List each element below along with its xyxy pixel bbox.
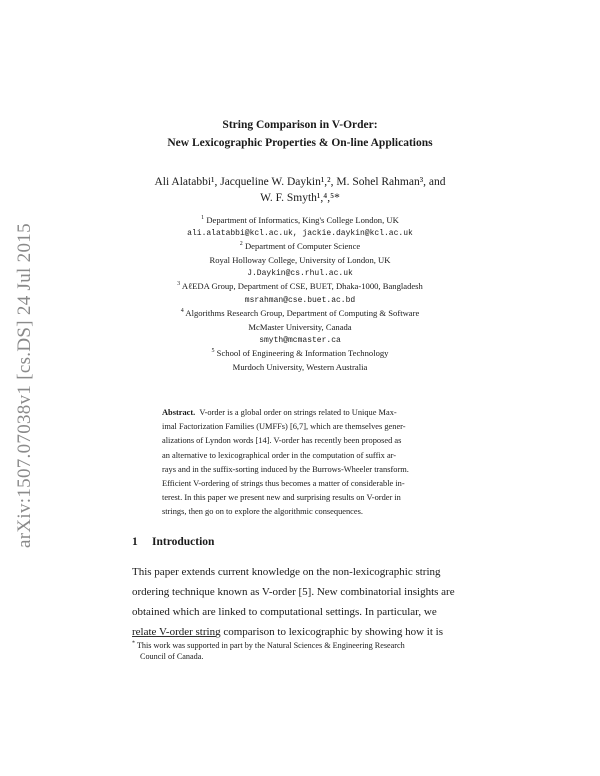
- abstract-line-1: Abstract. V-order is a global order on strings related to Unique Max-: [162, 408, 397, 417]
- affiliation-4: $^4$ Algorithms Research Group, Department of Computing & Software: [180, 308, 420, 318]
- affiliation-1: $^1$ Department of Informatics, King's College London, UK: [201, 215, 399, 225]
- body-line-1: This paper extends current knowledge on the non-lexicographic string: [132, 566, 441, 578]
- authors-line-2: W. F. Smyth¹,⁴,⁵*: [260, 192, 340, 204]
- abstract-line-7: terest. In this paper we present new and surprising results on V-order in: [162, 493, 401, 503]
- abstract-line-5: rays and in the suffix-sorting induced by the Burrows-Wheeler transform.: [162, 464, 409, 474]
- footnote: [132, 640, 472, 662]
- body-line-3: obtained which are linked to computational settings. In particular, we: [132, 606, 437, 618]
- paper-title-line-2: New Lexicographic Properties & On-line Applications: [167, 137, 433, 149]
- paper-title-line-1: String Comparison in V-Order:: [222, 119, 378, 131]
- arxiv-stamp: arXiv:1507.07038v1 [cs.DS] 24 Jul 2015: [14, 223, 35, 548]
- footnote-line-2: Council of Canada.: [140, 652, 204, 661]
- abstract-line-3: alizations of Lyndon words [14]. V-order has recently been proposed as: [162, 436, 402, 446]
- affiliation-5-line-2: Murdoch University, Western Australia: [232, 362, 368, 372]
- email-1: ali.alatabbi@kcl.ac.uk, jackie.daykin@kcl.ac.uk: [187, 229, 413, 238]
- affiliation-4-line-2: McMaster University, Canada: [248, 322, 352, 332]
- abstract: [162, 406, 446, 520]
- affiliation-3: $^3$ AℓEDA Group, Department of CSE, BUET, Dhaka-1000, Bangladesh: [177, 281, 423, 291]
- affiliation-2: $^2$ Department of Computer Science: [239, 241, 361, 251]
- abstract-line-6: Efficient V-ordering of strings thus becomes a matter of considerable in-: [162, 479, 405, 489]
- section-heading: 1 Introduction: [132, 536, 215, 548]
- body-line-4: relate V-order string comparison to lexicographic by showing how it is: [132, 626, 443, 638]
- footnote-line-1: * This work was supported in part by the Natural Sciences & Engineering Research: [132, 640, 405, 650]
- body-line-2: ordering technique known as V-order [5]. New combinatorial insights are: [132, 586, 455, 598]
- affiliation-5: $^5$ School of Engineering & Information Technology: [211, 348, 389, 358]
- footnote-rule: [132, 636, 216, 637]
- affiliation-2-line-2: Royal Holloway College, University of London, UK: [209, 255, 391, 265]
- abstract-line-2: imal Factorization Families (UMFFs) [6,7], which are themselves gener-: [162, 422, 406, 432]
- abstract-line-4: an alternative to lexicographical order in the computation of suffix ar-: [162, 450, 397, 460]
- authors-line-1: Ali Alatabbi¹, Jacqueline W. Daykin¹,², M. Sohel Rahman³, and: [154, 176, 446, 188]
- email-2: J.Daykin@cs.rhul.ac.uk: [247, 269, 353, 278]
- email-4: smyth@mcmaster.ca: [259, 336, 341, 345]
- body-text: [132, 562, 472, 642]
- abstract-line-8: strings, then go on to explore the algorithmic consequences.: [162, 507, 363, 517]
- email-3: msrahman@cse.buet.ac.bd: [244, 296, 356, 305]
